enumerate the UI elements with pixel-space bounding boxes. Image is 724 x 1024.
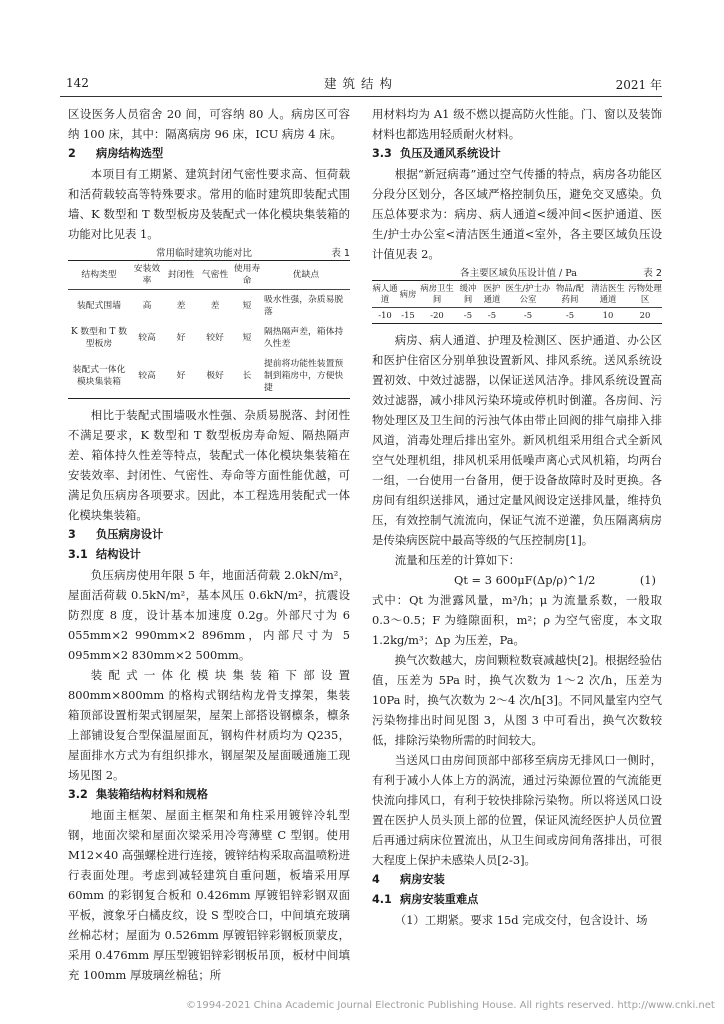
table-cell: 20 xyxy=(628,308,662,324)
paragraph: 区设医务人员宿舍 20 间，可容纳 80 人。病房区可容纳 100 床，其中：隔离病房 96 床，ICU 病房 4 床。 xyxy=(68,107,350,141)
section-title: 负压及通风系统设计 xyxy=(400,147,501,160)
table-header-cell: 医生/护士办公室 xyxy=(504,281,552,308)
table-header-cell: 物品/配药间 xyxy=(552,281,588,308)
table-cell: 10 xyxy=(588,308,628,324)
section-title: 负压病房设计 xyxy=(96,528,164,541)
section-number: 4.1 xyxy=(372,893,392,906)
journal-year: 2021 年 xyxy=(615,78,662,92)
page-number: 142 xyxy=(66,76,89,90)
table-header-row xyxy=(68,261,350,290)
table1-function-comparison xyxy=(68,260,350,399)
table-cell: 极好 xyxy=(198,354,232,399)
paragraph: 病房、病人通道、护理及检测区、医护通道、办公区和医护住宿区分别单独设置新风、排风系统。送风系统设置初效、中效过滤器，以保证送风洁净。排风系统设置高效过滤器，减小排风污染环境或停机时倒灌。各房间、污物处理区及卫生间的污浊气体由带止回阀的排气扇排入排风道，消毒处理后排出室外。新风机组采用组合式全新风空气处理机组，排风机采用低噪声离心式风机箱，均两台一组，一台使用一台备用，便于设备故障时及时更换。各房间有组织送排风，通过定量风阀设定送排风量，维持负压，有效控制气流流向，保证气流不逆灌，负压隔离病房是传染病医院中最高等级的气压控制房[1]。 xyxy=(372,333,662,547)
table-row xyxy=(68,354,350,399)
paragraph: 式中：Qt 为泄露风量，m³/h；μ 为流量系数，一般取 0.3～0.5；F 为缝隙面积，m²；ρ 为空气密度，本文取 1.2kg/m³；Δp 为压差，Pa。 xyxy=(372,593,662,647)
table-cell: -20 xyxy=(418,308,456,324)
table-cell: -5 xyxy=(552,308,588,324)
table2-negative-pressure-values xyxy=(372,280,662,324)
paragraph: （1）工期紧。要求 15d 完成交付，包含设计、场 xyxy=(394,913,648,927)
table-cell: 差 xyxy=(210,301,220,311)
table-cell: 隔热隔声差，箱体持久性差 xyxy=(264,327,344,349)
table-header-cell: 病房卫生间 xyxy=(418,281,456,308)
table-header-cell: 封闭性 xyxy=(164,261,198,290)
section-heading-4 xyxy=(372,870,662,890)
table-header-cell: 缓冲间 xyxy=(456,281,480,308)
left-column xyxy=(68,104,350,985)
paragraph: 流量和压差的计算如下： xyxy=(394,553,521,567)
table-header-cell: 气密性 xyxy=(198,261,232,290)
section-number: 4 xyxy=(372,873,380,886)
table-header-cell: 安装效率 xyxy=(130,261,164,290)
right-column xyxy=(372,104,662,930)
section-heading-3 xyxy=(68,525,350,545)
table-cell: 较高 xyxy=(130,354,164,399)
table-header-cell: 结构类型 xyxy=(68,261,130,290)
paragraph: 用材料均为 A1 级不燃以提高防火性能。门、窗以及装饰材料也都选用轻质耐火材料。 xyxy=(372,107,662,141)
header-rule xyxy=(60,96,662,97)
paragraph: 相比于装配式围墙吸水性强、杂质易脱落、封闭性不满足要求，K 数型和 T 数型板房寿命短、隔热隔声差、箱体持久性差等特点，装配式一体化模块集装箱在安装效率、封闭性、气密性、寿命等方面性能优越，可满足负压病房各项要求。因此，本工程选用装配式一体化模块集装箱。 xyxy=(68,408,350,522)
table-cell: 短 xyxy=(242,333,252,343)
copyright-watermark: ©1994-2021 China Academic Journal Electronic Publishing House. All rights reserved. http://www.cnki.net xyxy=(186,1000,715,1011)
subsection-heading-3-1 xyxy=(68,545,350,565)
table-cell: -10 xyxy=(372,308,398,324)
subsection-heading-3-2 xyxy=(68,785,350,805)
table2-caption: 各主要区域负压设计值 / Pa xyxy=(460,268,578,279)
subsection-heading-4-1 xyxy=(372,890,662,910)
table-cell: K 数型和 T 数型板房 xyxy=(70,327,128,349)
table-cell: -5 xyxy=(504,308,552,324)
paragraph: 当送风口由房间顶部中部移至病房无排风口一侧时，有利于减小人体上方的涡流，通过污染源位置的气流能更快流向排风口，有利于较快排除污染物。所以将送风口设置在医护人员头顶上部的位置，保证风流经医护人员位置后再通过病床位置流出，从卫生间或房间角落排出，可很大程度上保护未感染人员[2-3]。 xyxy=(372,753,662,867)
table-header-row xyxy=(372,281,662,308)
section-title: 病房安装重难点 xyxy=(400,893,479,906)
paragraph: 装配式一体化模块集装箱下部设置 800mm×800mm 的格构式钢结构龙骨支撑架，集装箱顶部设置桁架式钢屋架，屋架上部搭设钢檩条，檩条上部铺设复合型保温屋面瓦，钢构件材质均为 Q235，屋面排水方式为有组织排水，钢屋架及屋面暖通施工现场见图 2。 xyxy=(68,668,350,782)
page-header xyxy=(60,74,662,92)
journal-title: 建筑结构 xyxy=(323,76,398,91)
equation-number: (1) xyxy=(639,573,656,587)
table-cell: 短 xyxy=(242,301,252,311)
paragraph: 换气次数越大，房间颗粒数衰减越快[2]。根据经验估值，压差为 5Pa 时，换气次数为 1～2 次/h，压差为 10Pa 时，换气次数为 2～4 次/h[3]。不同风量室内空气污染物排出时间见图 3，从图 3 中可看出，换气次数较低，排除污染物所需的时间较大。 xyxy=(372,653,662,747)
table-row xyxy=(68,290,350,323)
table-cell: 好 xyxy=(164,354,198,399)
table-header-cell: 病房 xyxy=(398,281,418,308)
table1-caption-row xyxy=(68,247,350,260)
table-row xyxy=(68,322,350,354)
table-row xyxy=(372,308,662,324)
table-header-cell: 使用寿命 xyxy=(232,261,262,290)
table-cell: 装配式围墙 xyxy=(77,301,121,311)
table-cell: 长 xyxy=(232,354,262,399)
table2-label: 表 2 xyxy=(643,268,662,279)
table-header-cell: 清洁医生通道 xyxy=(588,281,628,308)
equation-body: Qt = 3 600μF(Δp/ρ)^1/2 xyxy=(454,573,596,587)
section-title: 结构设计 xyxy=(96,548,141,561)
table-cell: -15 xyxy=(398,308,418,324)
table-cell: 较好 xyxy=(206,333,224,343)
section-number: 3 xyxy=(68,528,76,541)
paragraph: 负压病房使用年限 5 年，地面活荷载 2.0kN/m²，屋面活荷载 0.5kN/m²，基本风压 0.6kN/m²，抗震设防烈度 8 度，设计基本加速度 0.2g。外部尺寸为 6 055mm×2 990mm×2 896mm，内部尺寸为 5 095mm×2 830mm×2 500mm。 xyxy=(68,568,350,662)
table-cell: 好 xyxy=(176,333,186,343)
section-heading-2 xyxy=(68,144,350,164)
table-header-cell: 污物处理区 xyxy=(628,281,662,308)
table-cell: 较高 xyxy=(138,333,156,343)
subsection-heading-3-3 xyxy=(372,144,662,164)
table-cell: 装配式一体化模块集装箱 xyxy=(68,354,130,399)
equation-1 xyxy=(372,570,662,590)
section-number: 3.3 xyxy=(372,147,392,160)
section-title: 病房结构选型 xyxy=(96,147,164,160)
table-cell: 差 xyxy=(176,301,186,311)
table1-caption: 常用临时建筑功能对比 xyxy=(156,248,252,259)
table-cell: -5 xyxy=(456,308,480,324)
table-header-cell: 医护通道 xyxy=(480,281,504,308)
table-cell: 吸水性强，杂质易脱落 xyxy=(264,295,344,317)
table1-label: 表 1 xyxy=(331,248,350,259)
paragraph: 地面主框架、屋面主框架和角柱采用镀锌冷轧型钢，地面次梁和屋面次梁采用冷弯薄壁 C 型钢。使用 M12×40 高强螺栓进行连接，镀锌结构采取高温喷粉进行表面处理。考虑到减轻建筑自重问题，板墙采用厚 60mm 的彩钢复合板和 0.426mm 厚镀铝锌彩钢双面平板，渡象牙白橘皮纹，设 S 型咬合口，中间填充玻璃丝棉芯材；屋面为 0.526mm 厚镀铝锌彩钢板顶蒙皮，采用 0.476mm 厚压型镀铝锌彩钢板吊顶，板材中间填充 100mm 厚玻璃丝棉毡；所 xyxy=(68,808,350,982)
table-cell: 高 xyxy=(142,301,152,311)
section-number: 3.1 xyxy=(68,548,88,561)
section-title: 病房安装 xyxy=(400,873,445,886)
table-header-cell: 病人通道 xyxy=(372,281,398,308)
paragraph: 根据“新冠病毒”通过空气传播的特点，病房各功能区分段分区划分，各区域严格控制负压，避免交叉感染。负压总体要求为：病房、病人通道<缓冲间<医护通道、医生/护士办公室<清洁医生通道<室外，各主要区域负压设计值见表 2。 xyxy=(372,167,662,261)
section-title: 集装箱结构材料和规格 xyxy=(96,788,208,801)
table2-caption-row xyxy=(372,267,662,280)
section-number: 3.2 xyxy=(68,788,88,801)
table-cell: -5 xyxy=(480,308,504,324)
table-header-cell: 优缺点 xyxy=(262,261,350,290)
section-number: 2 xyxy=(68,147,76,160)
paragraph: 本项目有工期紧、建筑封闭气密性要求高、恒荷载和活荷载较高等特殊要求。常用的临时建筑即装配式围墙、K 数型和 T 数型板房及装配式一体化模块集装箱的功能对比见表 1。 xyxy=(68,167,350,241)
table-cell: 提前将功能性装置预制到箱房中，方便快捷 xyxy=(262,354,350,399)
